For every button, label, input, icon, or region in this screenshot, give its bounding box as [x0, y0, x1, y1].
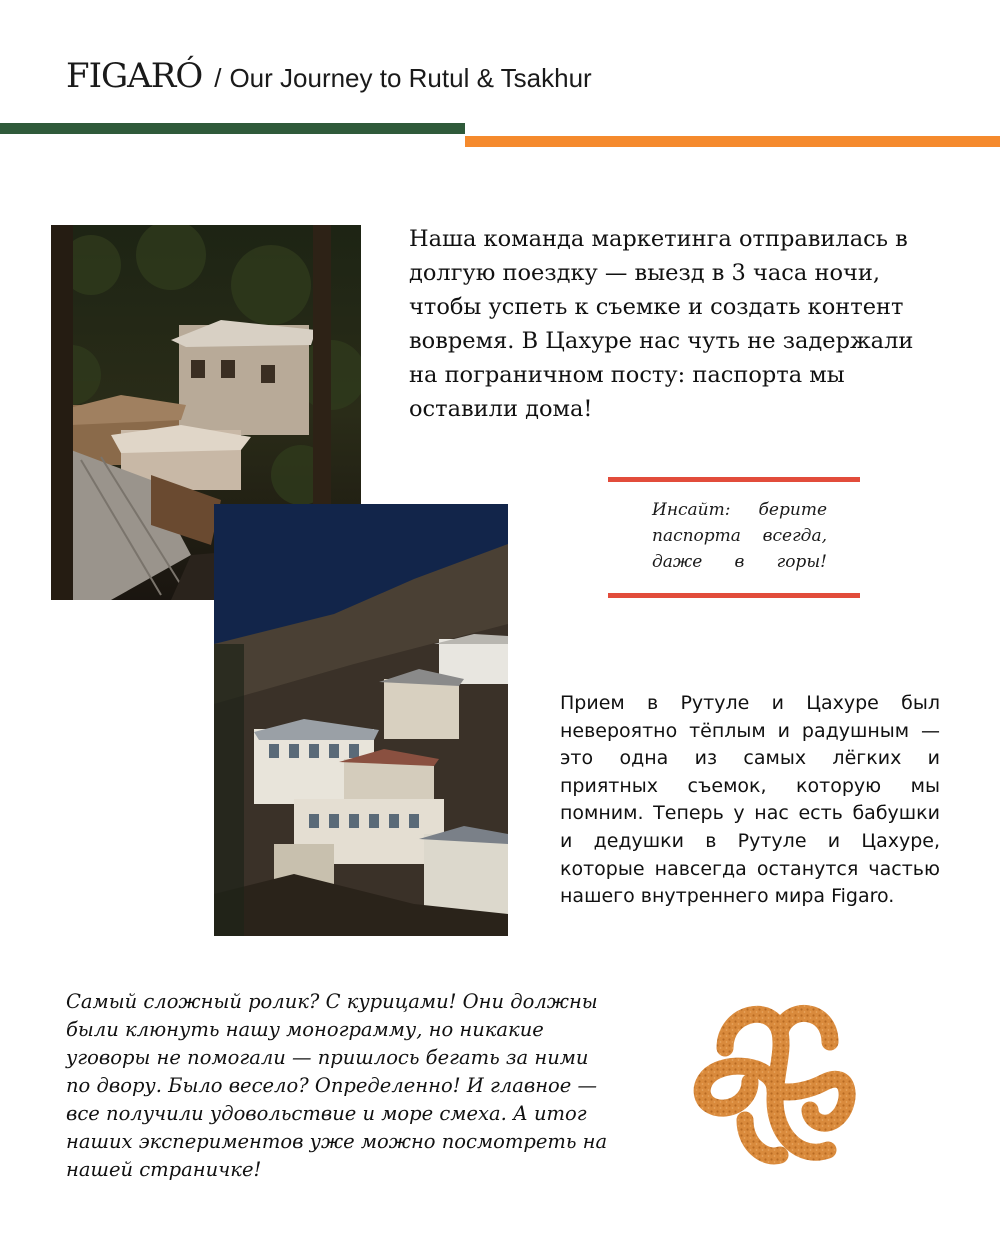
body-paragraph: Прием в Рутуле и Цахуре был невероятно тёплым и радушным — это одна из самых лёгких и приятных съемок, которую мы помним. Теперь у нас есть бабушки и дедушки в Рутуле и Цахуре, которые навсегда останутся частью нашего внутреннего мира Figaro.	[560, 692, 940, 908]
green-accent-bar	[0, 123, 465, 134]
village-photo-hillside	[214, 504, 508, 936]
insight-callout	[608, 477, 860, 599]
figaro-monogram-icon	[680, 990, 870, 1175]
insight-text: Инсайт: берите паспорта всегда, даже в горы!	[652, 500, 827, 572]
orange-accent-bar	[465, 136, 1000, 147]
insight-rule-top	[608, 477, 860, 482]
insight-rule-bottom	[608, 593, 860, 598]
brand-logo: FIGARÓ	[66, 56, 203, 96]
page-title: Our Journey to Rutul & Tsakhur	[229, 63, 592, 93]
page-header	[66, 56, 592, 96]
closing-quote: Самый сложный ролик? С курицами! Они должны были клюнуть нашу монограмму, но никакие уговоры не помогали — пришлось бегать за ними по двору. Было весело? Определенно! И главное — все получили удовольствие и море смеха. А итог наших экспериментов уже можно посмотреть на нашей страничке!	[66, 990, 608, 1181]
header-separator: /	[214, 63, 222, 93]
lead-paragraph: Наша команда маркетинга отправилась в долгую поездку — выезд в 3 часа ночи, чтобы успеть к съемке и создать контент вовремя. В Цахуре нас чуть не задержали на пограничном посту: паспорта мы оставили дома!	[409, 226, 914, 422]
